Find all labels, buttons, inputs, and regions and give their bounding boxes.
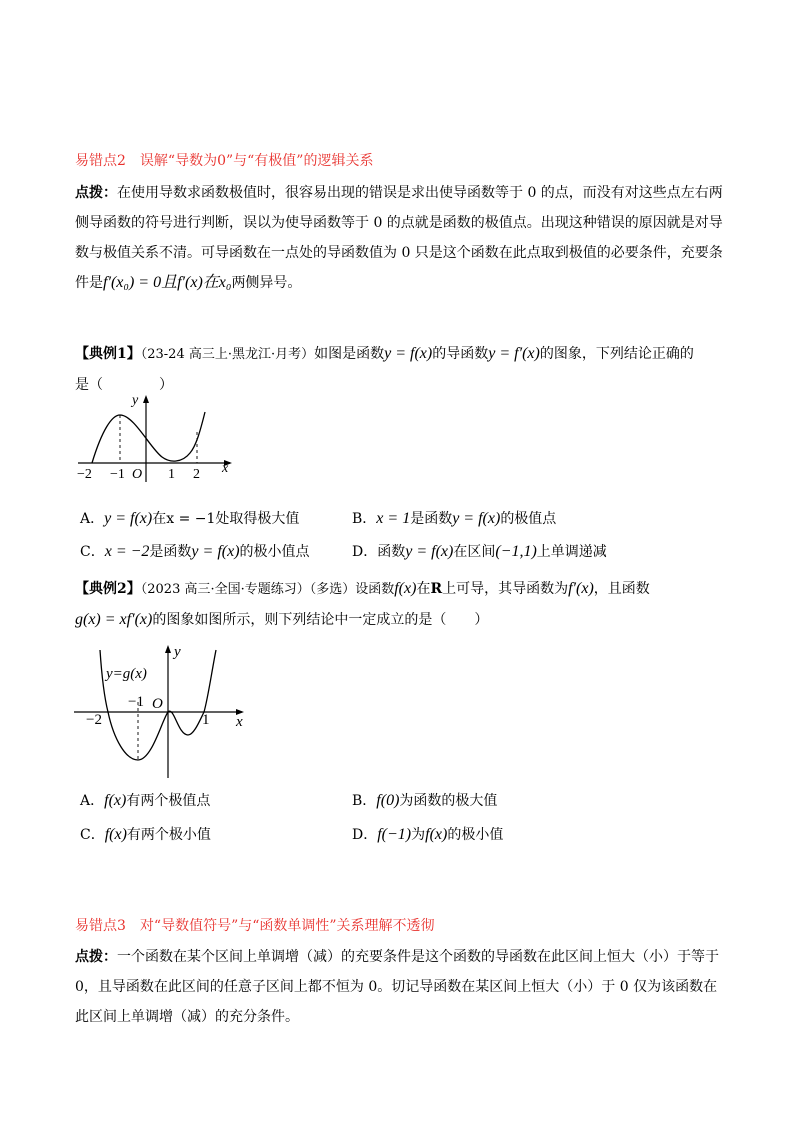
option-text: 有两个极小值 (126, 827, 211, 843)
example-2-text-1: 在 (416, 581, 431, 597)
option-letter: B． (352, 511, 377, 527)
option-eq2: y = f(x) (191, 543, 240, 560)
option-post: 的极值点 (500, 511, 557, 527)
graph1-tick-neg2: −2 (77, 467, 92, 482)
option-eq: x = −2 (104, 543, 150, 560)
option-letter: C． (80, 544, 105, 560)
option-text: 为 (411, 827, 426, 843)
example-2-option-a[interactable] (80, 790, 210, 810)
graph1-tick-neg1: −1 (110, 467, 125, 482)
graph2-tick-neg2: −2 (86, 712, 102, 728)
option-eq: x = 1 (376, 510, 411, 527)
example-2-eq2: f′(x) (568, 580, 594, 597)
example-1-text-b: 的导函数 (432, 346, 489, 362)
example-1-option-a[interactable] (80, 508, 299, 528)
graph1-tick-1: 1 (168, 467, 175, 482)
tip-text: 一个函数在某个区间上单调增（减）的充要条件是这个函数的导函数在此区间上恒大（小）于等于 0，且导函数在此区间的任意子区间上都不恒为 0。切记导函数在某区间上恒大（小）于 0 仅为该函数在此区间上单调增（减）的充分条件。 (75, 949, 719, 1025)
option-eq: f(−1) (377, 826, 412, 843)
example-2-source: （2023 高三·全国·专题练习）（多选）设函数 (140, 582, 395, 597)
option-post: 的极小值 (447, 827, 504, 843)
graph1-tick-2: 2 (193, 467, 200, 482)
option-eq: f(x) (104, 792, 127, 809)
option-eq: y = f(x) (104, 510, 153, 527)
option-letter: C． (80, 827, 105, 843)
example-1-text-a: 如图是函数 (314, 346, 385, 362)
example-1-text-c: 的图象，下列结论正确的 (539, 346, 694, 362)
graph2-tick-neg1: −1 (128, 694, 144, 710)
tip-formula: f′(x₀) = 0且f′(x)在x₀ (103, 274, 232, 291)
option-eq: f(x) (104, 826, 127, 843)
example-2-eq1: f(x) (394, 580, 417, 597)
option-post: 的极小值点 (239, 544, 310, 560)
graph2-y-label: y (174, 644, 181, 660)
option-interval: (−1,1) (495, 543, 537, 560)
option-text: 是函数 (410, 511, 453, 527)
tip-label: 点拨： (75, 185, 117, 201)
option-text: 在区间 (453, 544, 496, 560)
example-1-option-d[interactable] (352, 541, 607, 561)
option-text: 有两个极值点 (126, 793, 211, 809)
option-letter: D． (352, 544, 378, 560)
option-eq: y = f(x) (405, 543, 454, 560)
example-1-graph (72, 390, 242, 485)
example-2-label: 【典例2】 (75, 581, 141, 597)
example-2-graph (70, 640, 260, 780)
graph2-curve-label: y=g(x) (106, 666, 147, 682)
example-1-option-b[interactable] (352, 508, 556, 528)
example-2-option-c[interactable] (80, 824, 211, 844)
option-eq2: f(x) (425, 826, 448, 843)
tip-label: 点拨： (75, 949, 117, 965)
option-eq2: y = f(x) (452, 510, 501, 527)
option-letter: B． (352, 793, 377, 809)
example-2-option-b[interactable] (352, 790, 497, 810)
section-3-tip (75, 942, 725, 1032)
option-text: 在x = −1处取得极大值 (152, 511, 300, 527)
graph2-tick-1: 1 (202, 712, 210, 728)
tip-tail: 两侧异号。 (231, 275, 302, 291)
option-eq: f(0) (376, 792, 400, 809)
example-1-label: 【典例1】 (75, 346, 141, 362)
example-1-option-c[interactable] (80, 541, 310, 561)
example-1-eq2: y = f′(x) (488, 345, 540, 362)
option-post: 上单调递减 (536, 544, 607, 560)
option-letter: A． (80, 511, 105, 527)
example-2-eq3: g(x) = xf′(x) (75, 611, 153, 628)
example-2-text-2: 上可导，其导函数为 (442, 581, 569, 597)
example-1-eq1: y = f(x) (384, 345, 433, 362)
graph2-x-label: x (236, 714, 243, 730)
option-text: 是函数 (149, 544, 192, 560)
example-2-bold-r: R (430, 581, 443, 597)
graph1-origin: O (132, 467, 143, 482)
option-letter: D． (352, 827, 378, 843)
graph2-origin: O (152, 696, 163, 712)
option-letter: A． (80, 793, 105, 809)
graph1-x-label: x (222, 461, 229, 476)
example-1-source: （23-24 高三上·黑龙江·月考） (140, 347, 315, 362)
example-1-text-line2: 是（ ） (75, 377, 173, 393)
graph1-y-label: y (132, 393, 139, 408)
example-2-question (75, 574, 725, 635)
section-3-heading: 易错点3 对“导数值符号”与“函数单调性”关系理解不透彻 (75, 918, 435, 934)
option-text: 为函数的极大值 (399, 793, 498, 809)
example-2-text-4: 的图象如图所示，则下列结论中一定成立的是（ ） (152, 612, 489, 628)
section-2-tip (75, 178, 725, 298)
example-2-option-d[interactable] (352, 824, 503, 844)
tip-text: 在使用导数求函数极值时，很容易出现的错误是求出使导函数等于 0 的点，而没有对这些点左右两侧导函数的符号进行判断，误以为使导函数等于 0 的点就是函数的极值点。出现这种错误的原因就是对导数与极值关系不清。可导函数在一点处的导函数值为 0 只是这个函数在此点取到极值的必要条件，充要条件是 (75, 185, 723, 291)
option-pre: 函数 (377, 544, 406, 560)
section-2-heading: 易错点2 误解“导数为0”与“有极值”的逻辑关系 (75, 153, 374, 169)
example-2-text-3: ，且函数 (593, 581, 650, 597)
